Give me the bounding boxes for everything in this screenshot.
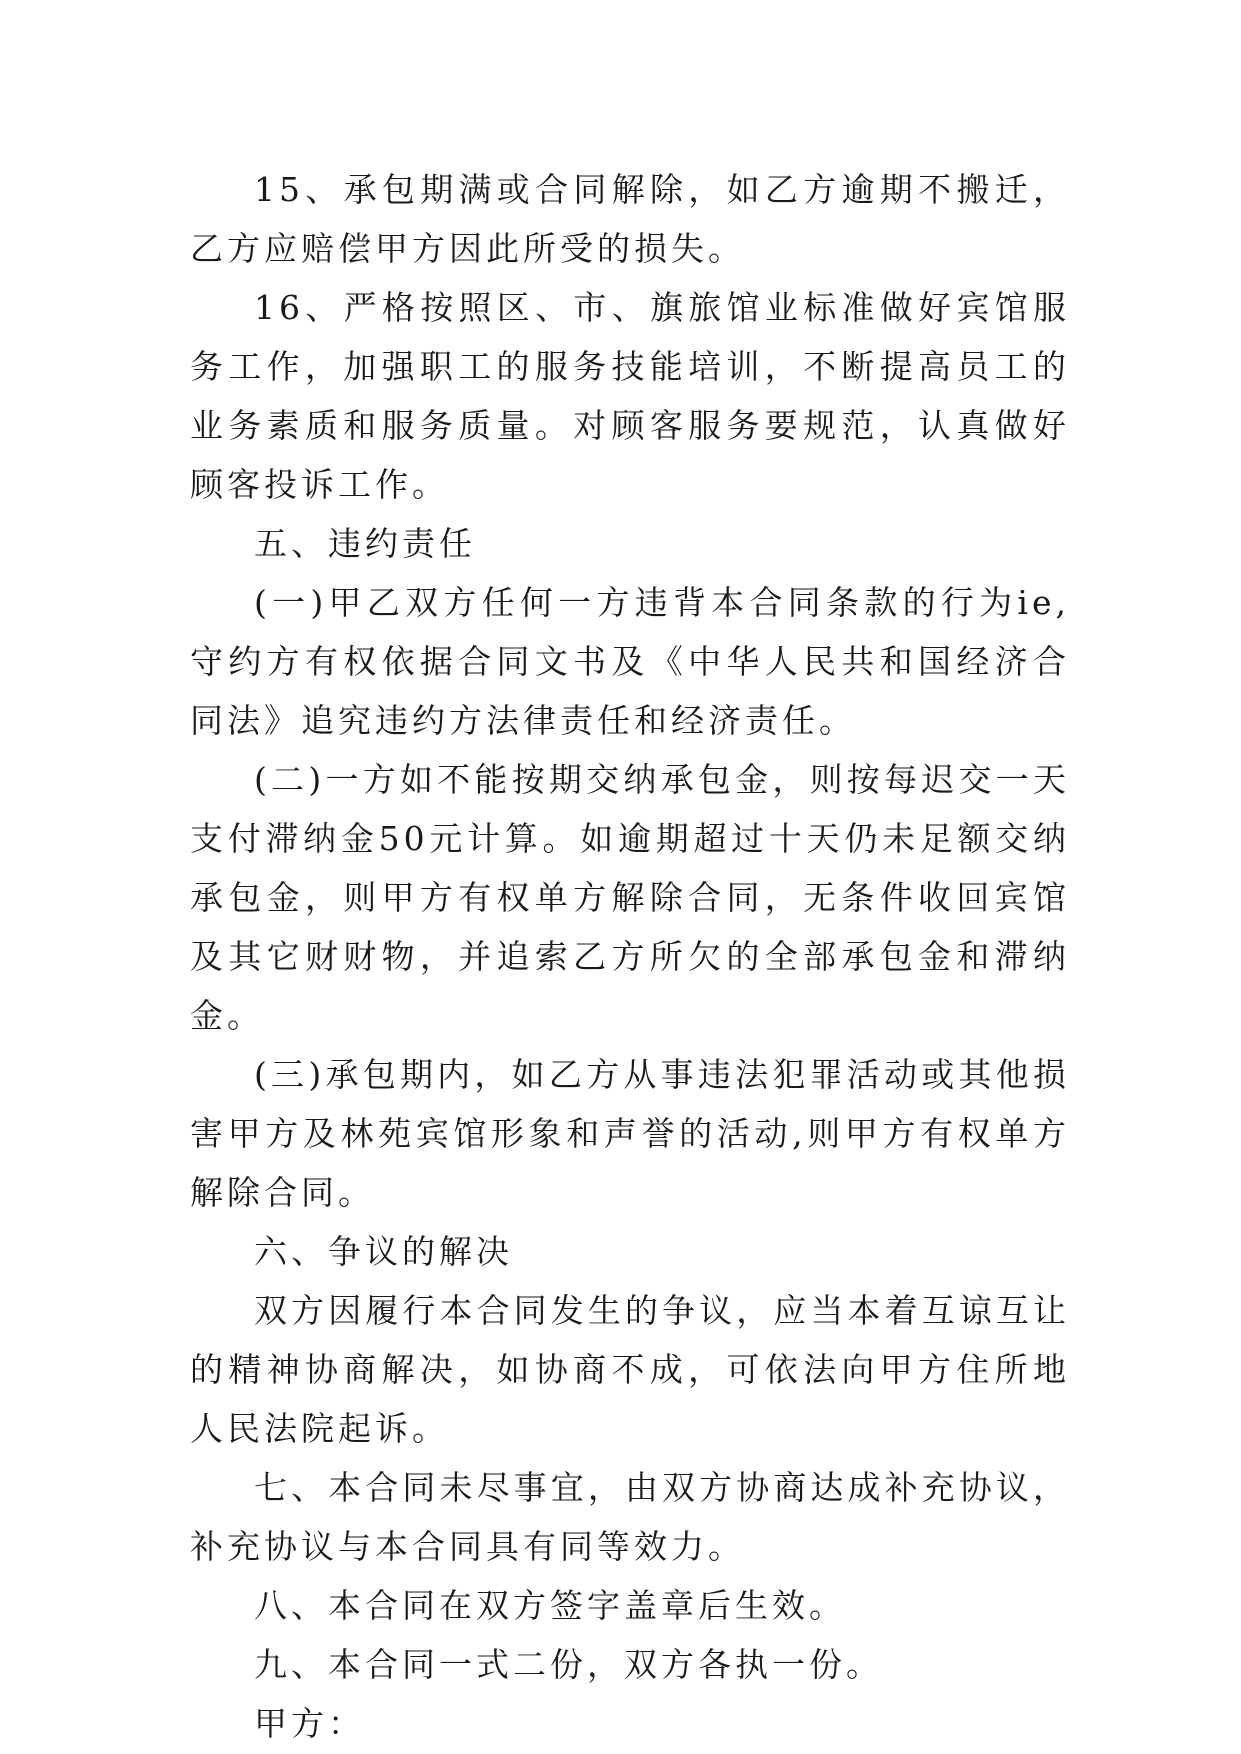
section-copies: 九、本合同一式二份，双方各执一份。: [254, 1645, 883, 1684]
clause-16: 16、严格按照区、市、旗旅馆业标准做好宾馆服务工作，加强职工的服务技能培训，不断提高员工的业务素质和服务质量。对顾客服务要规范，认真做好顾客投诉工作。: [190, 288, 1070, 504]
breach-clause-1: (一)甲乙双方任何一方违背本合同条款的行为ie,守约方有权依据合同文书及《中华人民共和国经济合同法》追究违约方法律责任和经济责任。: [190, 583, 1070, 740]
section-supplementary-agreement: 七、本合同未尽事宜，由双方协商达成补充协议，补充协议与本合同具有同等效力。: [190, 1468, 1070, 1566]
section-heading-breach-liability: 五、违约责任: [254, 524, 476, 563]
document-body: [190, 160, 1070, 1753]
dispute-resolution-text: 双方因履行本合同发生的争议，应当本着互谅互让的精神协商解决，如协商不成，可依法向甲方住所地人民法院起诉。: [190, 1291, 1070, 1448]
section-heading-dispute-resolution: 六、争议的解决: [254, 1232, 513, 1271]
clause-15: 15、承包期满或合同解除，如乙方逾期不搬迁，乙方应赔偿甲方因此所受的损失。: [190, 170, 1070, 268]
section-effectiveness: 八、本合同在双方签字盖章后生效。: [254, 1586, 846, 1625]
breach-clause-3: (三)承包期内，如乙方从事违法犯罪活动或其他损害甲方及林苑宾馆形象和声誉的活动,则甲方有权单方解除合同。: [190, 1055, 1070, 1212]
breach-clause-2: (二)一方如不能按期交纳承包金，则按每迟交一天支付滞纳金50元计算。如逾期超过十天仍未足额交纳承包金，则甲方有权单方解除合同，无条件收回宾馆及其它财财物，并追索乙方所欠的全部承包金和滞纳金。: [190, 760, 1070, 1035]
party-a-signature-label: 甲方：: [254, 1704, 365, 1743]
